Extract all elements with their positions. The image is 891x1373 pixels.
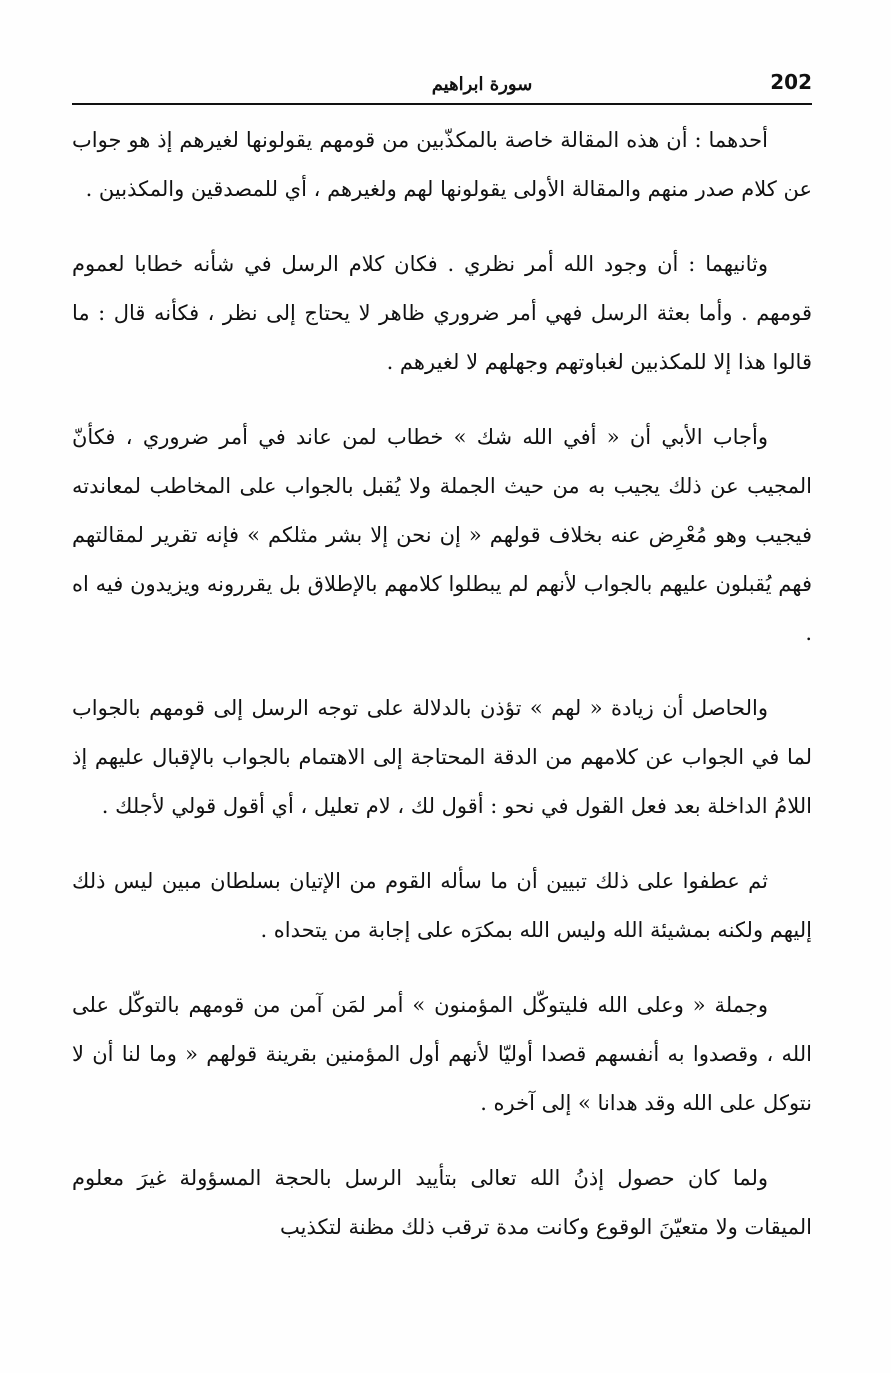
- paragraph-2: وثانيهما : أن وجود الله أمر نظري . فكان كلام الرسل في شأنه خطابا لعموم قومهم . وأما بعثة الرسل فهي أمر ضروري ظاهر لا يحتاج إلى نظر ، فكأنه قال : ما قالوا هذا إلا للمكذبين لغباوتهم وجهلهم لا لغيرهم .: [72, 252, 812, 374]
- page-body: [72, 116, 812, 1252]
- paragraph-3: وأجاب الأبي أن « أفي الله شك » خطاب لمن عاند في أمر ضروري ، فكأنّ المجيب عن ذلك يجيب به من حيث الجملة ولا يُقبل بالجواب على المخاطب لمعاندته فيجيب وهو مُعْرِض عنه بخلاف قولهم « إن نحن إلا بشر مثلكم » فإنه تقرير لمقالتهم فهم يُقبلون عليهم بالجواب لأنهم لم يبطلوا كلامهم بالإطلاق بل يقررونه ويزيدون فيه اه .: [72, 425, 812, 645]
- page-number: 202: [770, 70, 812, 94]
- running-title: سورة ابراهيم: [431, 74, 533, 95]
- page-header: [72, 70, 812, 104]
- header-divider: [72, 103, 812, 105]
- paragraph-1: أحدهما : أن هذه المقالة خاصة بالمكذّبين من قومهم يقولونها لغيرهم إذ هو جواب عن كلام صدر منهم والمقالة الأولى يقولونها لهم ولغيرهم ، أي للمصدقين والمكذبين .: [72, 128, 812, 201]
- paragraph-6: وجملة « وعلى الله فليتوكّل المؤمنون » أمر لمَن آمن من قومهم بالتوكّل على الله ، وقصدوا به أنفسهم قصدا أوليّا لأنهم أول المؤمنين بقرينة قولهم « وما لنا أن لا نتوكل على الله وقد هدانا » إلى آخره .: [72, 993, 812, 1115]
- paragraph-7: ولما كان حصول إذنُ الله تعالى بتأييد الرسل بالحجة المسؤولة غيرَ معلوم الميقات ولا متعيّنَ الوقوع وكانت مدة ترقب ذلك مظنة لتكذيب: [72, 1166, 812, 1239]
- paragraph-4: والحاصل أن زيادة « لهم » تؤذن بالدلالة على توجه الرسل إلى قومهم بالجواب لما في الجواب عن كلامهم من الدقة المحتاجة إلى الاهتمام بالجواب بالإقبال عليهم إذ اللامُ الداخلة بعد فعل القول في نحو : أقول لك ، لام تعليل ، أي أقول قولي لأجلك .: [72, 696, 812, 818]
- paragraph-5: ثم عطفوا على ذلك تبيين أن ما سأله القوم من الإتيان بسلطان مبين ليس ذلك إليهم ولكنه بمشيئة الله وليس الله بمكرَه على إجابة من يتحداه .: [72, 869, 812, 942]
